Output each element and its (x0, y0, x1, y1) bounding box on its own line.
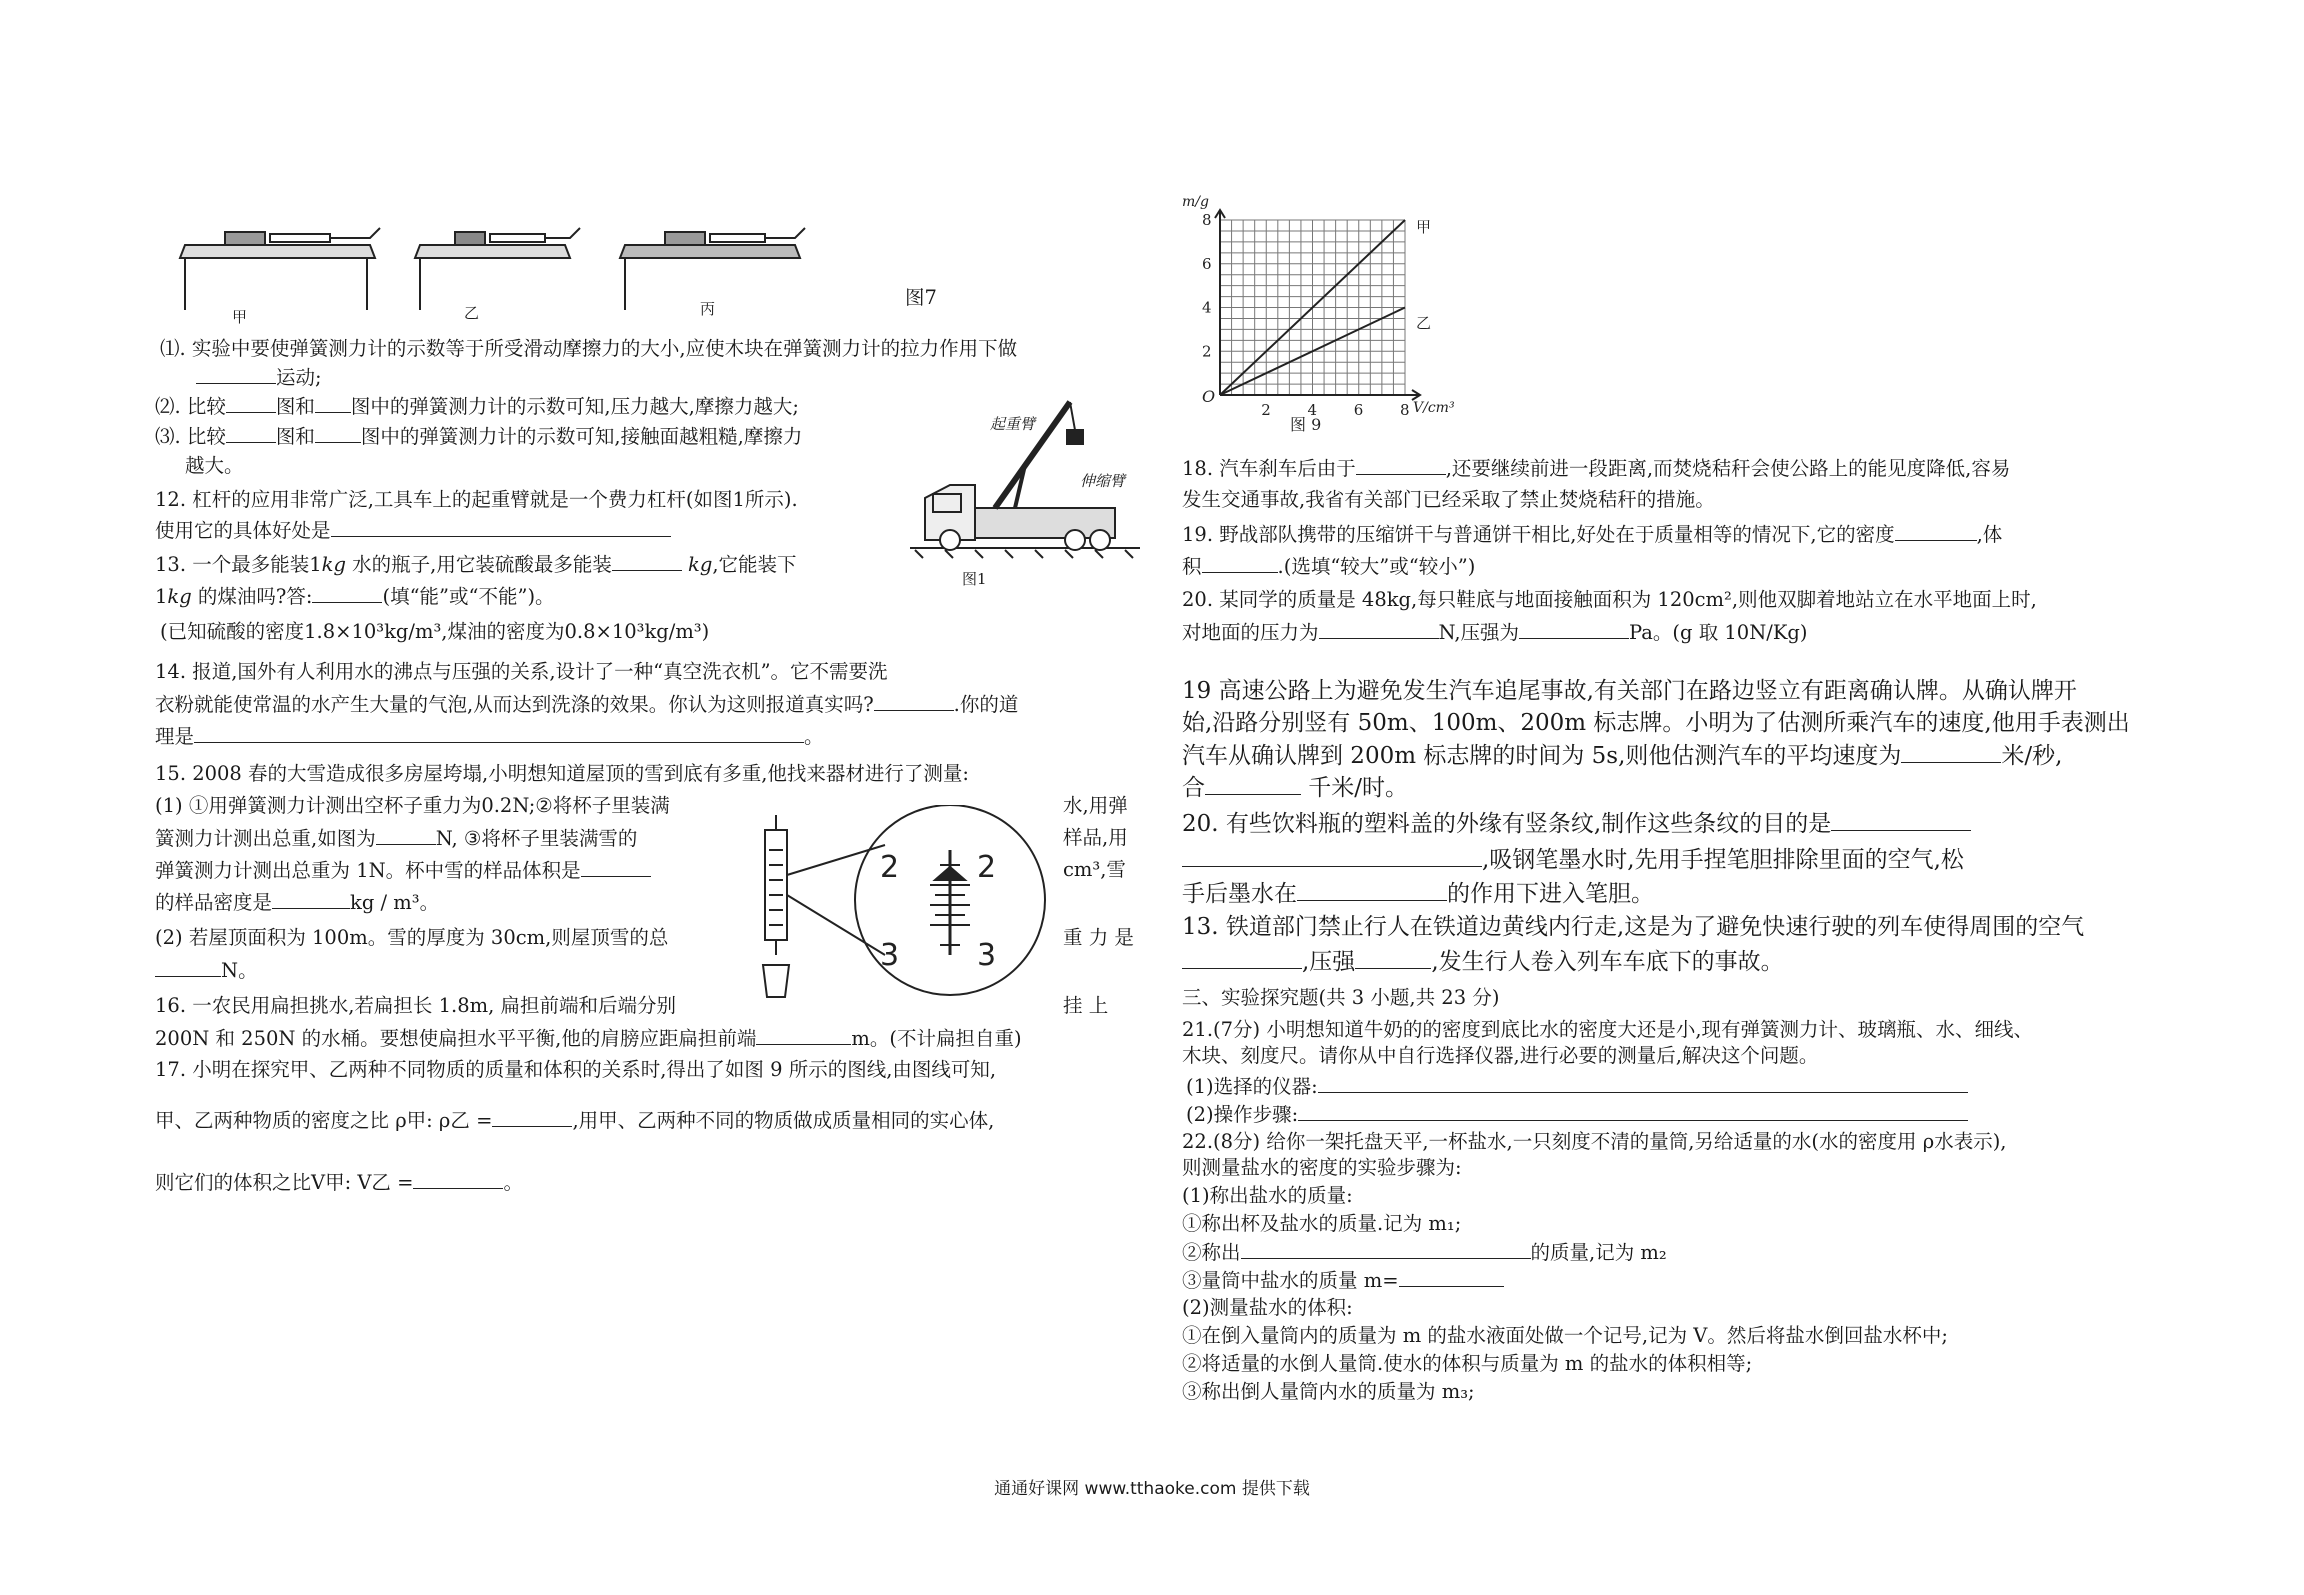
q22-line7: (2)测量盐水的体积: (1182, 1296, 1353, 1319)
dial-num-3-right: 3 (977, 938, 997, 973)
figure-spring-scale-dial (745, 805, 1065, 1010)
q15-line4: 弹簧测力计测出总重为 1N。杯中雪的样品体积是 (155, 858, 651, 883)
fig9-caption: 图 9 (1290, 415, 1322, 434)
q22-line6: ③量筒中盐水的质量 m= (1182, 1268, 1504, 1293)
q15-line4-right: cm³,雪 (1063, 858, 1126, 881)
q15-line6-right: 重 力 是 (1063, 926, 1134, 949)
q19h-line3: 汽车从确认牌到 200m 标志牌的时间为 5s,则他估测汽车的平均速度为 米/秒, (1182, 740, 2062, 771)
q22-line10: ③称出倒人量筒内水的质量为 m₃; (1182, 1380, 1475, 1403)
q15-line3: 簧测力计测出总重,如图为 N, ③将杯子里装满雪的 (155, 827, 638, 850)
q16-line1-right: 挂 上 (1063, 994, 1109, 1017)
fig1-tag-side: 伸缩臂 (1080, 472, 1126, 490)
fig9-ylabel: m/g (1182, 194, 1209, 210)
q14-line3: 理是 。 (155, 725, 824, 748)
q20-line1: 20. 某同学的质量是 48kg,每只鞋底与地面接触面积为 120cm²,则他双脚着地站立在水平地面上时, (1182, 588, 2037, 611)
q20h-line3: 手后墨水在 的作用下进入笔胆。 (1182, 878, 1654, 909)
dial-num-3-left: 3 (880, 938, 900, 973)
q15-line3-right: 样品,用 (1063, 826, 1128, 849)
q21-line3: (1)选择的仪器: (1186, 1074, 1968, 1099)
q19-line2: 积 .(选填“较大”或“较小”) (1182, 555, 1476, 578)
fig9-xlabel: V/cm³ (1413, 400, 1455, 416)
q22-line8: ①在倒入量筒内的质量为 m 的盐水液面处做一个记号,记为 V。然后将盐水倒回盐水杯中; (1182, 1324, 1948, 1347)
q21-line4: (2)操作步骤: (1186, 1102, 1968, 1127)
fig9-series-b-label: 乙 (1416, 314, 1432, 332)
q13-line1: 13. 一个最多能装1kg 水的瓶子,用它装硫酸最多能装 kg,它能装下 (155, 553, 797, 576)
q21-line1: 21.(7分) 小明想知道牛奶的的密度到底比水的密度大还是小,现有弹簧测力计、玻璃瓶、水、细线、 (1182, 1018, 2034, 1041)
q16-line1: 16. 一农民用扁担挑水,若扁担长 1.8m, 扁担前端和后端分别 (155, 994, 677, 1017)
fig9-origin: O (1202, 387, 1216, 406)
q14-line2: 衣粉就能使常温的水产生大量的气泡,从而达到洗涤的效果。你认为这则报道真实吗? .你的道 (155, 693, 1019, 716)
fig9-x-tick-label: 6 (1353, 401, 1364, 419)
fig9-x-tick-label: 4 (1307, 401, 1318, 419)
q19h-line2: 始,沿路分别竖有 50m、100m、200m 标志牌。小明为了估测所乘汽车的速度,他用手表测出 (1182, 710, 2130, 736)
q11-3-cont: 越大。 (185, 454, 244, 477)
q17-line3: 则它们的体积之比V甲: V乙 = 。 (155, 1171, 523, 1194)
q20-line2: 对地面的压力为 N,压强为 Pa。(g 取 10N/Kg) (1182, 621, 1808, 644)
q11-1-line1: ⑴. 实验中要使弹簧测力计的示数等于所受滑动摩擦力的大小,应使木块在弹簧测力计的拉力作用下做 (160, 337, 1018, 360)
q22-line3: (1)称出盐水的质量: (1182, 1184, 1353, 1207)
q19h-line4: 合 千米/时。 (1182, 772, 1408, 803)
q19-line1: 19. 野战部队携带的压缩饼干与普通饼干相比,好处在于质量相等的情况下,它的密度 ,体 (1182, 523, 2003, 546)
q13-line2: 1kg 的煤油吗?答: (填“能”或“不能”)。 (155, 585, 555, 608)
q13-line3: (已知硫酸的密度1.8×10³kg/m³,煤油的密度为0.8×10³kg/m³) (160, 620, 710, 643)
q15-line1: 15. 2008 春的大雪造成很多房屋垮塌,小明想知道屋顶的雪到底有多重,他找来器材进行了测量: (155, 762, 970, 785)
figure-7-apparatus (155, 210, 945, 320)
dial-num-2-left: 2 (880, 850, 900, 885)
q15-line2-right: 水,用弹 (1063, 794, 1128, 817)
fig9-y-tick-label: 2 (1202, 342, 1212, 361)
fig9-y-tick-label: 8 (1202, 211, 1212, 229)
q11-2: ⑵. 比较 图和 图中的弹簧测力计的示数可知,压力越大,摩擦力越大; (155, 395, 799, 418)
q22-line2: 则测量盐水的密度的实验步骤为: (1182, 1156, 1462, 1179)
section-3-heading: 三、实验探究题(共 3 小题,共 23 分) (1182, 986, 1500, 1009)
fig7-label-jia: 甲 (232, 308, 248, 326)
fig1-tag-top: 起重臂 (990, 415, 1036, 433)
q22-line9: ②将适量的水倒人量筒.使水的体积与质量为 m 的盐水的体积相等; (1182, 1352, 1753, 1375)
q22-line1: 22.(8分) 给你一架托盘天平,一杯盐水,一只刻度不清的量筒,另给适量的水(水的密度用 ρ水表示), (1182, 1130, 2007, 1153)
page-footer: 通通好课网 www.tthaoke.com 提供下载 (994, 1479, 1310, 1499)
q12-line1: 12. 杠杆的应用非常广泛,工具车上的起重臂就是一个费力杠杆(如图1所示). (155, 488, 798, 511)
q21-line2: 木块、刻度尺。请你从中自行选择仪器,进行必要的测量后,解决这个问题。 (1182, 1044, 1819, 1067)
fig9-y-tick-label: 4 (1202, 298, 1212, 317)
dial-num-2-right: 2 (977, 850, 997, 885)
q12-line2: 使用它的具体好处是 (155, 518, 671, 543)
q11-3: ⑶. 比较 图和 图中的弹簧测力计的示数可知,接触面越粗糙,摩擦力 (155, 425, 803, 448)
q20h-line1: 20. 有些饮料瓶的塑料盖的外缘有竖条纹,制作这些条纹的目的是 (1182, 808, 1971, 839)
fig7-caption: 图7 (905, 286, 937, 309)
fig9-series-a-label: 甲 (1416, 218, 1432, 236)
q15-line7: N。 (155, 958, 258, 983)
q16-line2: 200N 和 250N 的水桶。要想使扁担水平平衡,他的肩膀应距扁担前端 m。(不计扁担自重) (155, 1027, 1022, 1050)
q18-line1: 18. 汽车刹车后由于 ,还要继续前进一段距离,而焚烧秸秆会使公路上的能见度降低,容易 (1182, 457, 2011, 480)
fig7-label-yi: 乙 (464, 304, 480, 322)
q22-line5: ②称出 的质量,记为 m₂ (1182, 1241, 1667, 1264)
figure-9-chart (1180, 190, 1470, 440)
q20h-line2: ,吸钢笔墨水时,先用手捏笔胆排除里面的空气,松 (1182, 844, 1964, 875)
fig9-y-tick-label: 6 (1202, 254, 1212, 273)
q15-line2: (1) ①用弹簧测力计测出空杯子重力为0.2N;②将杯子里装满 (155, 794, 670, 817)
q18-line2: 发生交通事故,我省有关部门已经采取了禁止焚烧秸秆的措施。 (1182, 488, 1715, 511)
q19h-line1: 19 高速公路上为避免发生汽车追尾事故,有关部门在路边竖立有距离确认牌。从确认牌开 (1182, 678, 2077, 704)
q17-line1: 17. 小明在探究甲、乙两种不同物质的质量和体积的关系时,得出了如图 9 所示的图线,由图线可知, (155, 1058, 997, 1081)
q13h-line2: ,压强 ,发生行人卷入列车车底下的事故。 (1182, 946, 1784, 977)
q14-line1: 14. 报道,国外有人利用水的沸点与压强的关系,设计了一种“真空洗衣机”。它不需要洗 (155, 660, 888, 683)
fig9-x-tick-label: 8 (1400, 401, 1410, 419)
q17-line2: 甲、乙两种物质的密度之比 ρ甲: ρ乙 = ,用甲、乙两种不同的物质做成质量相同的实心体, (155, 1109, 995, 1132)
fig1-caption: 图1 (962, 570, 987, 588)
q15-line5: 的样品密度是 kg / m³。 (155, 891, 440, 914)
q11-1-line2: 运动; (196, 365, 322, 390)
fig9-x-tick-label: 2 (1261, 401, 1271, 419)
q15-line6: (2) 若屋顶面积为 100m。雪的厚度为 30cm,则屋顶雪的总 (155, 926, 669, 949)
q22-line4: ①称出杯及盐水的质量.记为 m₁; (1182, 1212, 1462, 1235)
fig7-label-bing: 丙 (700, 300, 716, 318)
q13h-line1: 13. 铁道部门禁止行人在铁道边黄线内行走,这是为了避免快速行驶的列车使得周围的空气 (1182, 914, 2085, 940)
